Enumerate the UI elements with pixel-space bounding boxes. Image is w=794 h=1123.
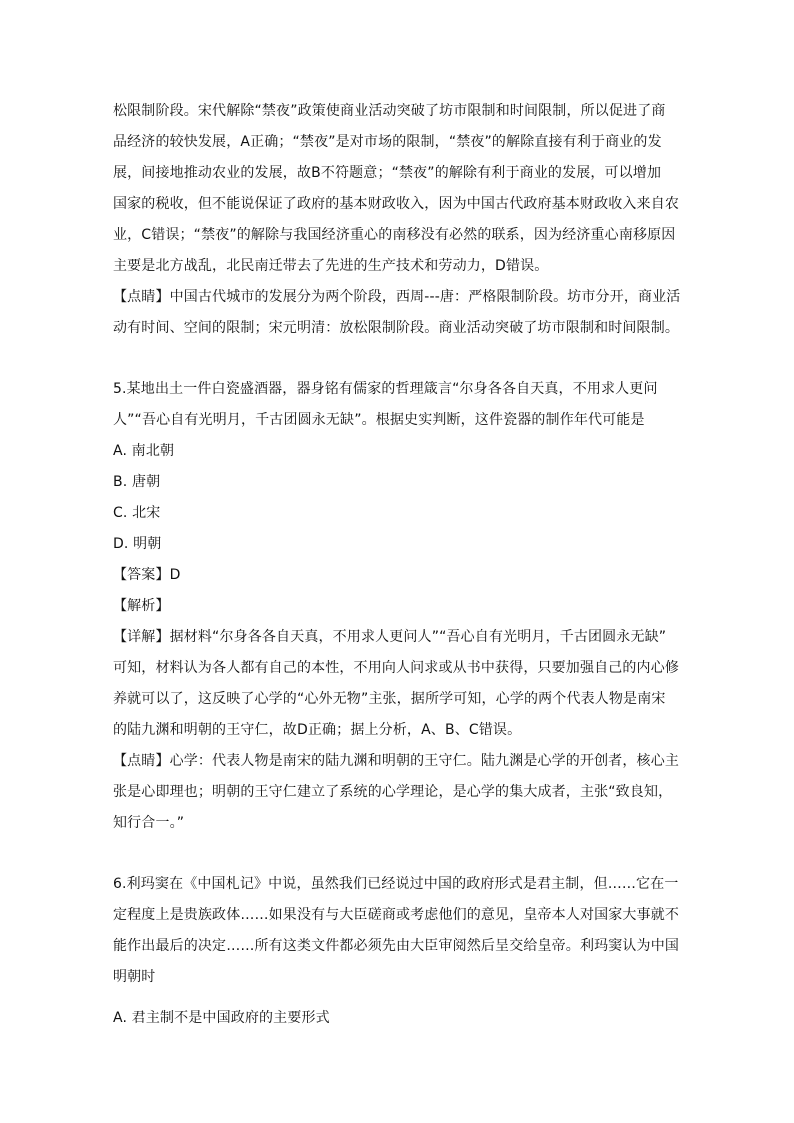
q6-option-a: A. 君主制不是中国政府的主要形式 [113, 1010, 330, 1026]
q5-answer: 【答案】D [113, 567, 181, 583]
q5-option-b: B. 唐朝 [113, 474, 161, 490]
prev-pointer-line-2: 动有时间、空间的限制；宋元明清：放松限制阶段。商业活动突破了坊市限制和时间限制。 [113, 320, 679, 336]
prev-explanation-line-3: 展，间接地推动农业的发展，故B不符题意；“禁夜”的解除有利于商业的发展，可以增加 [113, 165, 662, 181]
q5-pointer-line-1: 【点睛】心学：代表人物是南宋的陆九渊和明朝的王守仁。陆九渊是心学的开创者，核心主 [113, 753, 679, 769]
q5-detail-line-1: 【详解】据材料“尔身各各自天真，不用求人更问人”“吾心自有光明月，千古团圆永无缺” [113, 629, 667, 645]
q5-detail-line-4: 的陆九渊和明朝的王守仁，故D正确；据上分析，A、B、C错误。 [113, 722, 522, 738]
q5-analysis-label: 【解析】 [113, 598, 170, 614]
q6-stem-line-2: 定程度上是贵族政体……如果没有与大臣磋商或考虑他们的意见，皇帝本人对国家大事就不 [113, 907, 679, 923]
prev-explanation-line-4: 国家的税收，但不能说保证了政府的基本财政收入，因为中国古代政府基本财政收入来自农 [113, 196, 679, 212]
q5-stem-line-1: 5.某地出土一件白瓷盛酒器，器身铭有儒家的哲理箴言“尔身各各自天真，不用求人更问 [113, 381, 658, 397]
prev-explanation-line-5: 业，C错误；“禁夜”的解除与我国经济重心的南移没有必然的联系，因为经济重心南移原因 [113, 227, 676, 243]
prev-explanation-line-2: 品经济的较快发展，A正确；“禁夜”是对市场的限制，“禁夜”的解除直接有利于商业的发 [113, 134, 662, 150]
prev-pointer-line-1: 【点睛】中国古代城市的发展分为两个阶段，西周---唐：严格限制阶段。坊市分开，商业活 [113, 289, 681, 305]
q5-pointer-line-3: 知行合一。” [113, 815, 185, 831]
q5-option-d: D. 明朝 [113, 536, 162, 552]
q5-pointer-line-2: 张是心即理也；明朝的王守仁建立了系统的心学理论，是心学的集大成者，主张“致良知， [113, 784, 673, 800]
prev-explanation-line-1: 松限制阶段。宋代解除“禁夜”政策使商业活动突破了坊市限制和时间限制，所以促进了商 [113, 103, 666, 119]
q5-detail-line-2: 可知，材料认为各人都有自己的本性，不用向人问求或从书中获得，只要加强自己的内心修 [113, 660, 679, 676]
q5-detail-line-3: 养就可以了，这反映了心学的“心外无物”主张，据所学可知，心学的两个代表人物是南宋 [113, 691, 666, 707]
q6-stem-line-3: 能作出最后的决定……所有这类文件都必须先由大臣审阅然后呈交给皇帝。利玛窦认为中国 [113, 938, 679, 954]
q6-stem-line-1: 6.利玛窦在《中国札记》中说，虽然我们已经说过中国的政府形式是君主制，但……它在一 [113, 876, 679, 892]
q5-option-c: C. 北宋 [113, 505, 161, 521]
prev-explanation-line-6: 主要是北方战乱，北民南迁带去了先进的生产技术和劳动力，D错误。 [113, 258, 549, 274]
q6-stem-line-4: 明朝时 [113, 969, 156, 985]
q5-option-a: A. 南北朝 [113, 443, 175, 459]
q5-stem-line-2: 人”“吾心自有光明月，千古团圆永无缺”。根据史实判断，这件瓷器的制作年代可能是 [113, 412, 645, 428]
